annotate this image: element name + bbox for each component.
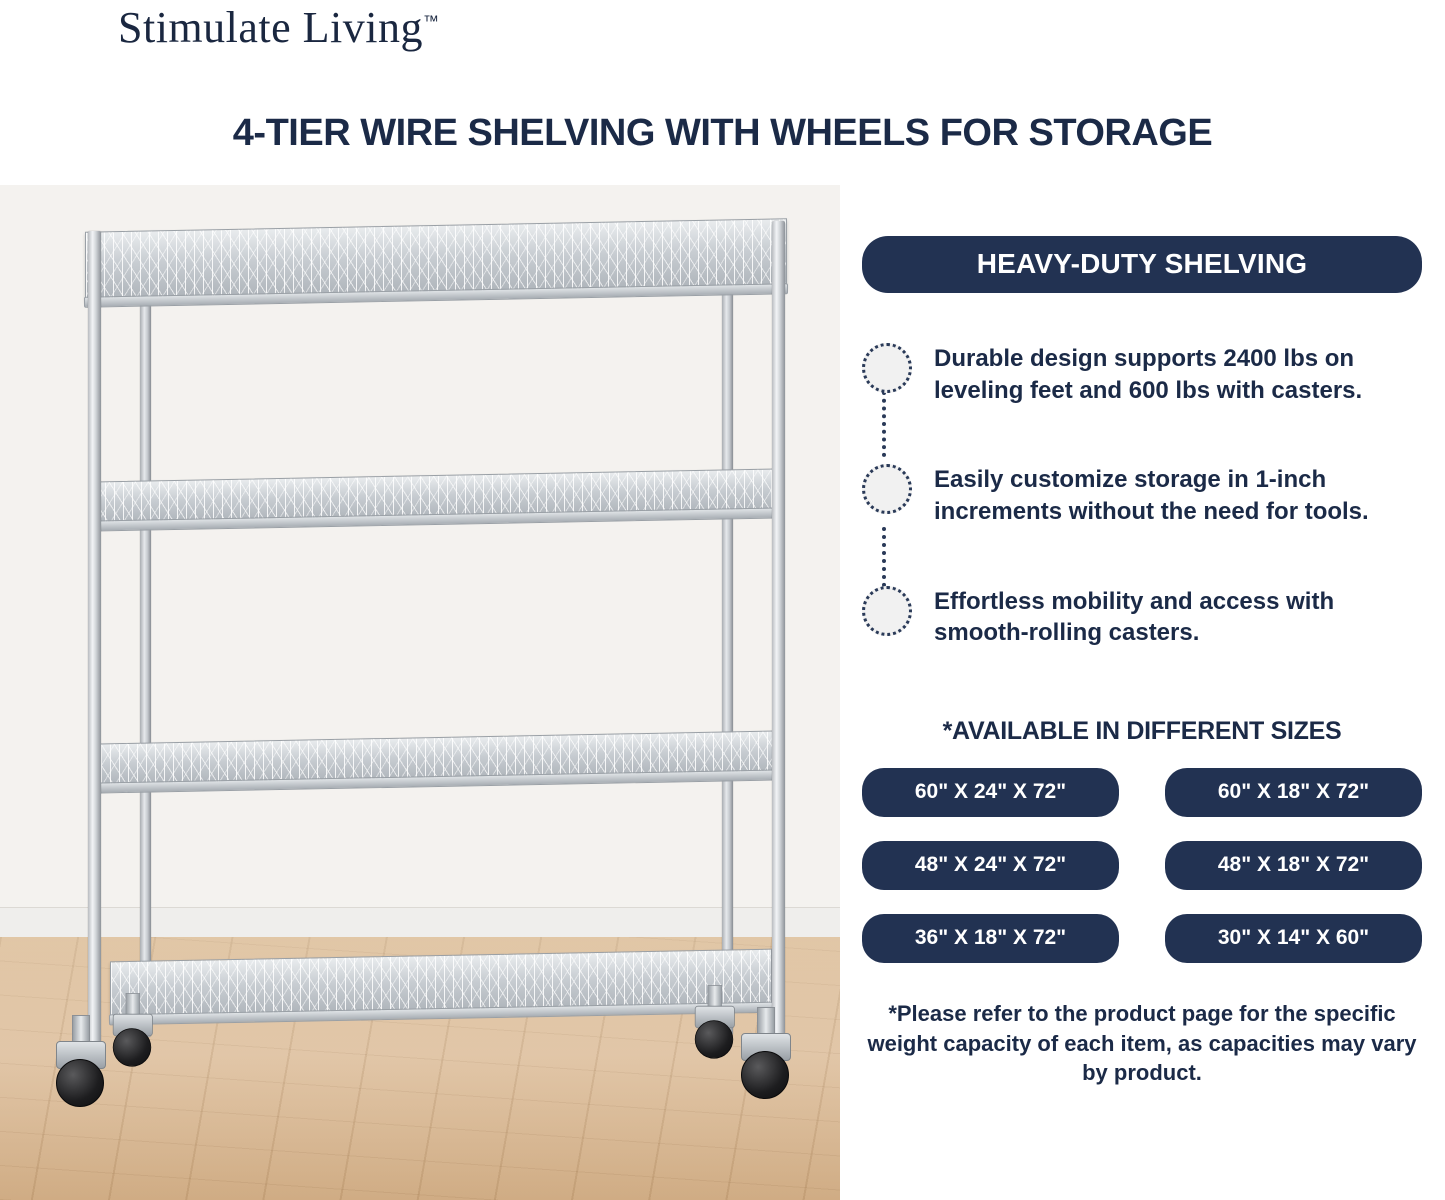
shelf-tier-1 xyxy=(85,218,787,301)
size-option-5: 36" X 18" X 72" xyxy=(862,914,1119,963)
trademark-symbol: ™ xyxy=(422,13,440,31)
bullet-dot-icon xyxy=(862,343,912,393)
size-option-6: 30" X 14" X 60" xyxy=(1165,914,1422,963)
rack-post-back-left xyxy=(140,237,151,1037)
feature-text-1: Durable design supports 2400 lbs on leveling feet and 600 lbs with casters. xyxy=(934,345,1363,404)
wire-shelving-rack xyxy=(0,185,840,1200)
size-option-1: 60" X 24" X 72" xyxy=(862,768,1119,817)
panel-title: HEAVY-DUTY SHELVING xyxy=(862,236,1422,293)
caster-wheel xyxy=(113,1028,151,1066)
feature-item-3 xyxy=(862,584,1422,649)
shelf-tier-2 xyxy=(95,468,777,525)
shelf-tier-4 xyxy=(110,949,772,1020)
caster-wheel xyxy=(56,1059,104,1107)
size-options-grid xyxy=(862,768,1422,963)
bullet-dot-icon xyxy=(862,586,912,636)
feature-text-2: Easily customize storage in 1-inch increments without the need for tools. xyxy=(934,466,1369,526)
rack-post-front-right xyxy=(772,221,785,1043)
feature-list xyxy=(862,341,1422,649)
rack-post-back-right xyxy=(722,225,733,1035)
sizes-heading: *AVAILABLE IN DIFFERENT SIZES xyxy=(942,717,1342,746)
caster-wheel xyxy=(695,1020,733,1058)
product-photo xyxy=(0,185,840,1200)
page-title: 4-TIER WIRE SHELVING WITH WHEELS FOR STORAGE xyxy=(232,112,1213,154)
caster-wheel xyxy=(741,1051,789,1099)
size-option-2: 60" X 18" X 72" xyxy=(1165,768,1422,817)
brand-name: Stimulate Living xyxy=(118,3,423,52)
feature-item-2 xyxy=(862,462,1422,527)
bullet-dot-icon xyxy=(862,464,912,514)
shelf-tier-3 xyxy=(100,731,774,788)
brand-logo xyxy=(118,2,439,53)
size-option-3: 48" X 24" X 72" xyxy=(862,841,1119,890)
feature-item-1 xyxy=(862,341,1422,406)
feature-text-3: Effortless mobility and access with smooth-rolling casters. xyxy=(934,587,1335,647)
size-option-4: 48" X 18" X 72" xyxy=(1165,841,1422,890)
capacity-footnote: *Please refer to the product page for the specific weight capacity of each item, as capacities may vary by product. xyxy=(867,1001,1417,1085)
info-panel xyxy=(862,236,1422,1087)
rack-post-front-left xyxy=(88,231,101,1043)
